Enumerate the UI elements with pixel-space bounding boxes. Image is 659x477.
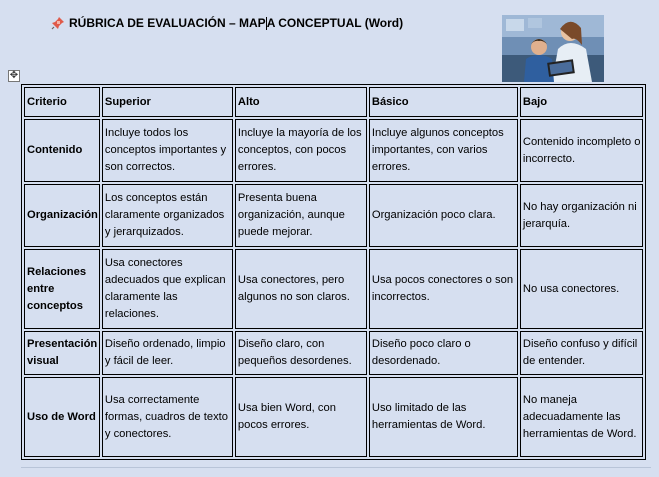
- table-row: [24, 249, 643, 329]
- header-basico: Básico: [369, 87, 518, 117]
- table-row: [24, 119, 643, 182]
- title-text-part-1: RÚBRICA DE EVALUACIÓN – MAP: [69, 16, 266, 30]
- cell-alto: Presenta buena organización, aunque puede mejorar.: [235, 184, 367, 247]
- cell-basico: Diseño poco claro o desordenado.: [369, 331, 518, 375]
- photo-illustration: [502, 15, 604, 82]
- cell-bajo: Contenido incompleto o incorrecto.: [520, 119, 643, 182]
- cell-superior: Los conceptos están claramente organizados y jerarquizados.: [102, 184, 233, 247]
- cell-superior: Incluye todos los conceptos importantes y son correctos.: [102, 119, 233, 182]
- table-row: [24, 184, 643, 247]
- criterion-cell: Uso de Word: [24, 377, 100, 457]
- criterion-cell: Contenido: [24, 119, 100, 182]
- title-text-part-2: A CONCEPTUAL (Word): [266, 16, 404, 30]
- cell-bajo: Diseño confuso y difícil de entender.: [520, 331, 643, 375]
- pushpin-icon: [51, 16, 65, 30]
- cell-alto: Usa bien Word, con pocos errores.: [235, 377, 367, 457]
- cell-basico: Usa pocos conectores o son incorrectos.: [369, 249, 518, 329]
- table-row: [24, 377, 643, 457]
- criterion-cell: Relaciones entre conceptos: [24, 249, 100, 329]
- table-row: [24, 331, 643, 375]
- rubric-table: [21, 84, 646, 460]
- document-title: [51, 16, 403, 30]
- page-divider: [21, 467, 651, 468]
- cell-alto: Diseño claro, con pequeños desordenes.: [235, 331, 367, 375]
- cell-basico: Organización poco clara.: [369, 184, 518, 247]
- criterion-cell: Presentación visual: [24, 331, 100, 375]
- header-criterio: Criterio: [24, 87, 100, 117]
- table-header-row: [24, 87, 643, 117]
- cell-basico: Incluye algunos conceptos importantes, con varios errores.: [369, 119, 518, 182]
- header-bajo: Bajo: [520, 87, 643, 117]
- cell-bajo: No maneja adecuadamente las herramientas de Word.: [520, 377, 643, 457]
- cell-bajo: No usa conectores.: [520, 249, 643, 329]
- cell-alto: Incluye la mayoría de los conceptos, con pocos errores.: [235, 119, 367, 182]
- teacher-student-photo[interactable]: [502, 15, 604, 82]
- cell-basico: Uso limitado de las herramientas de Word.: [369, 377, 518, 457]
- criterion-cell: Organización: [24, 184, 100, 247]
- header-superior: Superior: [102, 87, 233, 117]
- table-move-icon[interactable]: ✥: [9, 70, 19, 81]
- cell-bajo: No hay organización ni jerarquía.: [520, 184, 643, 247]
- cell-superior: Usa conectores adecuados que explican claramente las relaciones.: [102, 249, 233, 329]
- cell-superior: Usa correctamente formas, cuadros de texto y conectores.: [102, 377, 233, 457]
- header-alto: Alto: [235, 87, 367, 117]
- cell-superior: Diseño ordenado, limpio y fácil de leer.: [102, 331, 233, 375]
- cell-alto: Usa conectores, pero algunos no son claros.: [235, 249, 367, 329]
